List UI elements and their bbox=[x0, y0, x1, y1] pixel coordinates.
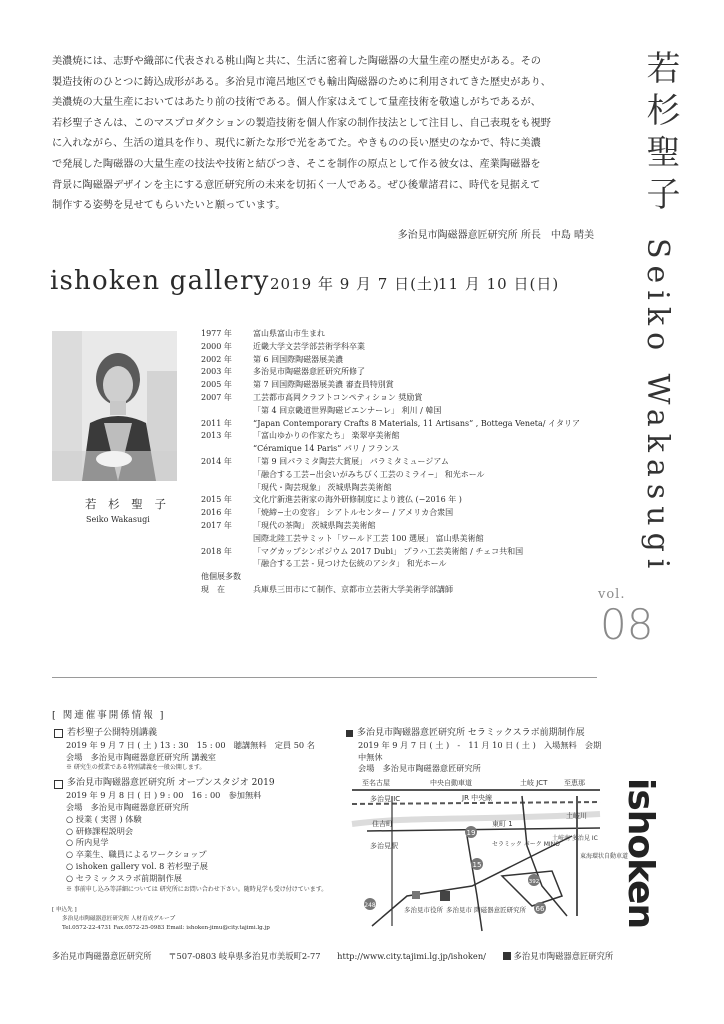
gallery-date-end: 11 月 10 日(日) bbox=[438, 275, 560, 293]
bio-row bbox=[201, 546, 601, 559]
event-lecture-time: 2019 年 9 月 7 日 ( 土 ) 13 : 30 15 : 00 聴講無料 定員 50 名 bbox=[66, 739, 315, 750]
footer-url[interactable]: http://www.city.tajimi.lg.jp/ishoken/ bbox=[337, 951, 486, 961]
event-open-studio-title bbox=[54, 778, 344, 790]
map-label: 東海環状自動車道 bbox=[580, 853, 629, 860]
access-map bbox=[352, 776, 629, 936]
event-open-studio-note: ※ 事前申し込み等詳細については 研究所にお問い合わせ下さい。随時見学も受け付けています。 bbox=[66, 885, 328, 893]
route-19: 19 bbox=[466, 829, 476, 837]
bio-row bbox=[201, 482, 601, 495]
map-label: 多治見市役所 bbox=[404, 906, 443, 914]
map-label: 多治見駅 bbox=[370, 842, 398, 850]
artist-name-english: Seiko Wakasugi bbox=[86, 515, 150, 524]
bio-year bbox=[201, 482, 253, 495]
list-item-text: 所内見学 bbox=[75, 837, 109, 848]
bio-year: 2017 年 bbox=[201, 520, 232, 530]
map-label: 中央自動車道 bbox=[430, 779, 472, 787]
portrait-illustration bbox=[52, 331, 177, 481]
bio-row bbox=[201, 418, 601, 431]
event-lecture-title bbox=[54, 728, 344, 740]
events-right-column bbox=[346, 728, 606, 775]
bio-text: 近畿大学文芸学部芸術学科卒業 bbox=[253, 341, 365, 351]
bio-year: 2013 年 bbox=[201, 431, 232, 441]
biography bbox=[201, 328, 601, 597]
bio-year: 他個展多数 bbox=[201, 572, 241, 582]
bio-text: 「融合する工芸 - 見つけた伝統のアシタ」 和光ホール bbox=[253, 559, 447, 569]
intro-text bbox=[52, 52, 597, 217]
bio-text: 第 6 回国際陶磁器展美濃 bbox=[253, 354, 344, 364]
bio-row bbox=[201, 469, 601, 482]
bio-year: 2018 年 bbox=[201, 546, 232, 556]
route-392: 392 bbox=[528, 879, 540, 885]
bio-text: 多治見市陶磁器意匠研究所修了 bbox=[253, 367, 365, 377]
intro-line: 製造技術のひとつに鋳込成形がある。多治見市滝呂地区でも輸出陶磁器のために利用されてきた歴史があり、 bbox=[52, 76, 551, 88]
contact-block bbox=[52, 906, 272, 933]
bio-year bbox=[201, 469, 253, 482]
bio-row bbox=[201, 443, 601, 456]
checkbox-icon bbox=[54, 780, 63, 789]
bio-year: 2015 年 bbox=[201, 495, 232, 505]
list-item: ○ 研修課程説明会 bbox=[66, 825, 134, 836]
bio-row bbox=[201, 354, 601, 367]
bio-text: 「第 4 回京畿道世界陶磁ビエンナーレ」 利川 / 韓国 bbox=[253, 405, 442, 415]
bio-row bbox=[201, 405, 601, 418]
map-label: 住吉町 bbox=[372, 820, 393, 828]
bio-year: 2002 年 bbox=[201, 354, 232, 364]
gallery-date-start: 2019 年 9 月 7 日(土) bbox=[270, 275, 440, 293]
bio-year bbox=[201, 405, 253, 418]
intro-line: で発展した陶磁器の大量生産の技法や技術と結びつき、そこを制作の原点として作る彼女は、産業陶磁器を bbox=[52, 158, 541, 170]
bio-text: 第 7 回国際陶磁器展美濃 審査員特別賞 bbox=[253, 380, 394, 390]
map-label: 多治見 IC bbox=[370, 795, 401, 803]
footer-address: 〒507-0803 岐阜県多治見市美坂町2-77 bbox=[168, 951, 321, 961]
section-divider bbox=[52, 677, 597, 678]
bio-year: 2005 年 bbox=[201, 380, 232, 390]
bio-text: 「融合する工芸−出会いがみちびく工芸のミライ−」 和光ホール bbox=[253, 469, 485, 479]
bio-year bbox=[201, 443, 253, 456]
map-label: セラミック パーク MINO bbox=[492, 841, 560, 848]
map-label: 東町 1 bbox=[492, 820, 513, 828]
event-title-text: 多治見市陶磁器意匠研究所 オープンスタジオ 2019 bbox=[67, 778, 275, 789]
bio-row bbox=[201, 456, 601, 469]
title-english: Seiko Wakasugi bbox=[640, 238, 675, 576]
bio-row bbox=[201, 366, 601, 379]
event-open-studio-venue: 会場 多治見市陶磁器意匠研究所 bbox=[66, 801, 189, 812]
bio-row bbox=[201, 341, 601, 354]
list-item: ○ 授業 ( 実習 ) 体験 bbox=[66, 813, 142, 824]
route-66: 66 bbox=[535, 905, 545, 913]
bio-row bbox=[201, 558, 601, 571]
list-item: ○ 所内見学 bbox=[66, 837, 109, 848]
bio-row bbox=[201, 584, 601, 597]
bio-year bbox=[201, 533, 253, 546]
route-248: 248 bbox=[364, 902, 376, 909]
bio-text: 「第 9 回パラミタ陶芸大賞展」 パラミタミュージアム bbox=[253, 456, 449, 466]
event-lecture-venue: 会場 多治見市陶磁器意匠研究所 講義室 bbox=[66, 751, 216, 762]
list-item-text: 卒業生、職員によるワークショップ bbox=[75, 849, 207, 860]
map-label: 土岐川 bbox=[566, 812, 587, 820]
bio-text: 国際北陸工芸サミット「ワールド工芸 100 選展」 富山県美術館 bbox=[253, 533, 484, 543]
events-left-column bbox=[54, 728, 344, 894]
map-svg bbox=[352, 776, 629, 936]
footer-social[interactable] bbox=[503, 951, 628, 961]
signature: 多治見市陶磁器意匠研究所 所長 中島 晴美 bbox=[397, 230, 594, 241]
gallery-name: ishoken gallery bbox=[50, 266, 270, 296]
list-item-text: ishoken gallery vol. 8 若杉聖子展 bbox=[75, 860, 208, 871]
contact-label: [ 申込先 ] bbox=[52, 907, 77, 913]
bio-row bbox=[201, 571, 601, 584]
bio-text: “Japan Contemporary Crafts 8 Materials, 11 Artisans” , Bottega Veneta/ イタリア bbox=[253, 418, 580, 428]
map-label: JR 中央線 bbox=[462, 794, 493, 802]
city-hall-marker bbox=[412, 891, 420, 899]
list-item: ○ ishoken gallery vol. 8 若杉聖子展 bbox=[66, 860, 208, 871]
ishoken-marker bbox=[440, 891, 450, 901]
bio-row bbox=[201, 328, 601, 341]
intro-line: 制作する姿勢を見せてもらいたいと願っています。 bbox=[52, 200, 286, 212]
bio-text: “Céramique 14 Paris” パリ / フランス bbox=[253, 444, 400, 454]
event-title-text: 若杉聖子公開特別講義 bbox=[67, 728, 158, 738]
contact-line: 多治見市陶磁器意匠研究所 人材育成グループ bbox=[62, 916, 176, 922]
list-item: ○ セラミックスラボ前期制作展 bbox=[66, 872, 182, 883]
bio-text: 富山県富山市生まれ bbox=[253, 329, 325, 338]
bio-year: 2011 年 bbox=[201, 418, 232, 428]
bio-text: 兵庫県三田市にて制作、京都市立芸術大学美術学部講師 bbox=[253, 584, 453, 594]
volume-label: vol. bbox=[598, 587, 626, 602]
bio-text: 「現代の茶陶」 茨城県陶芸美術館 bbox=[253, 520, 376, 530]
map-label: 土岐南 多治見 IC bbox=[552, 835, 598, 842]
social-icon bbox=[503, 952, 511, 960]
intro-line: 美濃焼の大量生産においてはあたり前の技術である。個人作家はえてして量産技術を敬遠しがちであるが、 bbox=[52, 97, 541, 109]
bio-row bbox=[201, 430, 601, 443]
footer bbox=[52, 950, 641, 962]
bio-year bbox=[201, 558, 253, 571]
list-item: ○ 卒業生、職員によるワークショップ bbox=[66, 849, 207, 860]
map-label: 多治見市 陶磁器意匠研究所 bbox=[446, 906, 527, 914]
bio-year: 1977 年 bbox=[201, 329, 232, 338]
artist-photo bbox=[52, 331, 177, 481]
map-label: 至恵那 bbox=[564, 779, 585, 787]
title-japanese: 若杉聖子 bbox=[640, 50, 680, 218]
bio-row bbox=[201, 392, 601, 405]
map-label: 土岐 JCT bbox=[520, 779, 548, 787]
footer-org: 多治見市陶磁器意匠研究所 bbox=[52, 951, 152, 961]
bio-text: 「現代・陶芸現象」 茨城県陶芸美術館 bbox=[253, 482, 392, 492]
footer-social-text: 多治見市陶磁器意匠研究所 bbox=[513, 951, 614, 961]
bio-year: 2014 年 bbox=[201, 456, 232, 466]
contact-line: Tel.0572-22-4731 Fax.0572-25-0983 Email: ishoken-jimu@city.tajimi.lg.jp bbox=[62, 925, 270, 931]
events-heading: [ 関連催事開係情報 ] bbox=[52, 710, 166, 721]
intro-line: 背景に陶磁器デザインを主にする意匠研究所の未来を切拓く一人である。ぜひ後輩諸君に、時代を見据えて bbox=[52, 179, 541, 191]
bio-year: 2007 年 bbox=[201, 392, 232, 402]
list-item-text: セラミックスラボ前期制作展 bbox=[75, 872, 182, 883]
bio-row bbox=[201, 494, 601, 507]
bio-text: 工芸都市高岡クラフトコンペティション 奨励賞 bbox=[253, 392, 423, 402]
bio-text: 「富山ゆかりの作家たち」 楽翠亭美術館 bbox=[253, 431, 400, 441]
bio-row bbox=[201, 379, 601, 392]
intro-line: 若杉聖子さんは、このマスプロダクションの製造技術を個人作家の制作技法として注目し、自己表現をも視野 bbox=[52, 117, 551, 129]
bio-year: 現 在 bbox=[201, 584, 225, 594]
checkbox-icon bbox=[54, 729, 63, 738]
bio-row bbox=[201, 507, 601, 520]
bio-row bbox=[201, 520, 601, 533]
event-title-text: 多治見市陶磁器意匠研究所 セラミックスラボ前期制作展 bbox=[357, 728, 585, 738]
bio-text: 「マグカップシンポジウム 2017 Dubi」 プラハ工芸美術館 / チェコ共和国 bbox=[253, 546, 524, 556]
bio-text: 「焼締−土の変容」 シアトルセンター / アメリカ合衆国 bbox=[253, 508, 454, 518]
intro-line: に入れながら、生活の道具を作り、現代に新たな形で光をあてた。やきものの長い歴史のなかで、特に美濃 bbox=[52, 138, 541, 150]
bio-year: 2016 年 bbox=[201, 508, 232, 518]
intro-line: 美濃焼には、志野や織部に代表される桃山陶と共に、生活に密着した陶磁器の大量生産の歴史がある。その bbox=[52, 56, 541, 67]
square-bullet-icon bbox=[346, 730, 353, 737]
ishoken-logo: ishoken bbox=[620, 778, 661, 929]
bio-text: 文化庁新進芸術家の海外研修制度により渡仏 (−2016 年 ) bbox=[253, 495, 462, 505]
bio-year: 2000 年 bbox=[201, 341, 232, 351]
event-lab-time: 2019 年 9 月 7 日 ( 土 ) - 11 月 10 日 ( 土 ) 入場無料 会期中無休 bbox=[358, 739, 602, 762]
bio-text bbox=[241, 571, 601, 584]
event-open-studio-time: 2019 年 9 月 8 日 ( 日 ) 9 : 00 16 : 00 参加無料 bbox=[66, 790, 262, 801]
route-15: 15 bbox=[472, 861, 482, 869]
list-item-text: 研修課程説明会 bbox=[75, 825, 134, 836]
bio-year: 2003 年 bbox=[201, 367, 232, 377]
event-lab-title bbox=[346, 728, 606, 740]
artist-name-japanese: 若 杉 聖 子 bbox=[85, 497, 170, 511]
volume-number: 08 bbox=[600, 600, 654, 649]
map-label: 至名古屋 bbox=[362, 779, 390, 787]
list-item-text: 授業 ( 実習 ) 体験 bbox=[75, 813, 142, 824]
event-lecture-note: ※ 研究生の授業である特別講義を一般公開します。 bbox=[66, 764, 206, 772]
event-lab-venue: 会場 多治見市陶磁器意匠研究所 bbox=[358, 763, 481, 774]
bio-row bbox=[201, 533, 601, 546]
